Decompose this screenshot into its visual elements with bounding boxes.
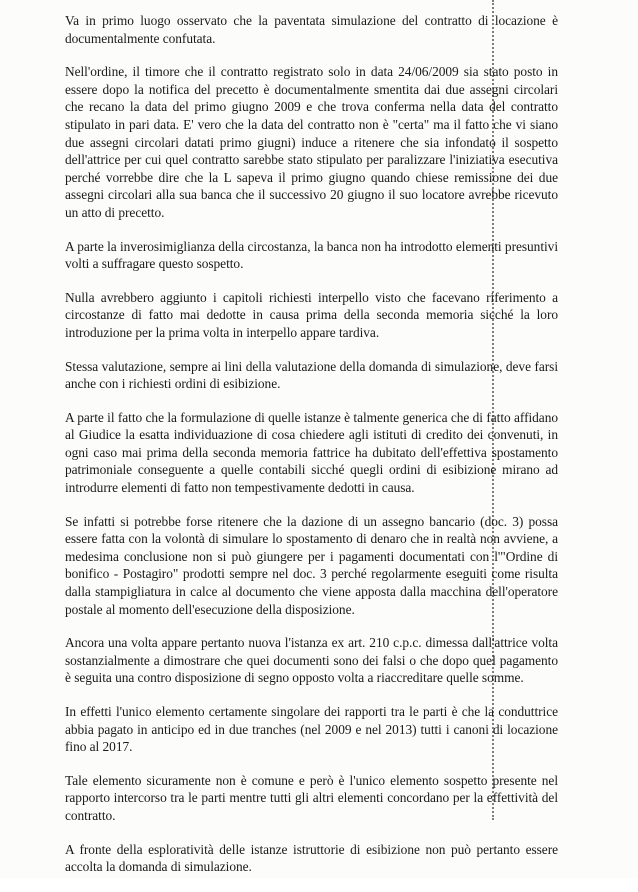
- paragraph-2: Nell'ordine, il timore che il contratto registrato solo in data 24/06/2009 sia stato posto in essere dopo la notifica del precetto è documentalmente smentita dai due assegni circolari che recano la data del primo giugno 2009 e che trova conferma nella data del contratto stipulato in pari data. E' vero che la data del contratto non è "certa" ma il fatto che vi siano due assegni circolari datati primo giugni) induce a ritenere che sia infondato il sospetto dell'attrice per cui quel contratto sarebbe stato stipulato per paralizzare l'iniziativa esecutiva perché vorrebbe dire che la L sapeva il primo giugno quando chiese remissione dei due assegni circolari alla sua banca che il successivo 20 giugno il suo locatore avrebbe ricevuto un atto di precetto.: [65, 64, 558, 220]
- paragraph-6: A parte il fatto che la formulazione di quelle istanze è talmente generica che di fatto affidano al Giudice la esatta individuazione di cosa chiedere agli istituti di credito dei convenuti, in ogni caso mai prima della seconda memoria fattrice ha dubitato dell'effettiva spostamento patrimoniale conseguente a quelle contabili sicché quegli ordini di esibizione mirano ad introdurre elementi di fatto non tempestivamente dedotti in causa.: [65, 409, 558, 496]
- paragraph-3: A parte la inverosimiglianza della circostanza, la banca non ha introdotto elementi presuntivi volti a suffragare questo sospetto.: [65, 238, 558, 272]
- paragraph-5: Stessa valutazione, sempre ai lini della valutazione della domanda di simulazione, deve farsi anche con i richiesti ordini di esibizione.: [65, 358, 558, 392]
- paragraph-7: Se infatti si potrebbe forse ritenere che la dazione di un assegno bancario (doc. 3) possa essere fatta con la volontà di simulare lo spostamento di denaro che in realtà non avviene, a medesima conclusione non si può giungere per i pagamenti documentati con l'"Ordine di bonifico - Postagiro" prodotti sempre nel doc. 3 perché regolarmente eseguiti come risulta dalla stampigliatura in calce al documento che viene apposta dalla macchina dell'operatore postale al momento dell'esecuzione della disposizione.: [65, 513, 558, 617]
- paragraph-11: A fronte della esploratività delle istanze istruttorie di esibizione non può pertanto essere accolta la domanda di simulazione.: [65, 841, 558, 875]
- paragraph-10: Tale elemento sicuramente non è comune e però è l'unico elemento sospetto presente nel rapporto intercorso tra le parti mentre tutti gli altri elementi concordano per la effettività del contratto.: [65, 772, 558, 823]
- paragraph-8: Ancora una volta appare pertanto nuova l'istanza ex art. 210 c.p.c. dimessa dall'attrice volta sostanzialmente a dimostrare che quei documenti sono dei falsi o che dopo quel pagamento è seguita una contro disposizione di segno opposto volta a riaccreditare quelle somme.: [65, 635, 558, 686]
- document-body: [65, 12, 558, 892]
- paragraph-9: In effetti l'unico elemento certamente singolare dei rapporti tra le parti è che la conduttrice abbia pagato in anticipo ed in due tranches (nel 2009 e nel 2013) tutti i canoni di locazione fino al 2017.: [65, 704, 558, 755]
- paragraph-4: Nulla avrebbero aggiunto i capitoli richiesti interpello visto che facevano riferimento a circostanze di fatto mai dedotte in causa prima della seconda memoria sicché la loro introduzione per la prima volta in interpello appare tardiva.: [65, 289, 558, 340]
- paragraph-1: Va in primo luogo osservato che la paventata simulazione del contratto di locazione è documentalmente confutata.: [65, 13, 558, 46]
